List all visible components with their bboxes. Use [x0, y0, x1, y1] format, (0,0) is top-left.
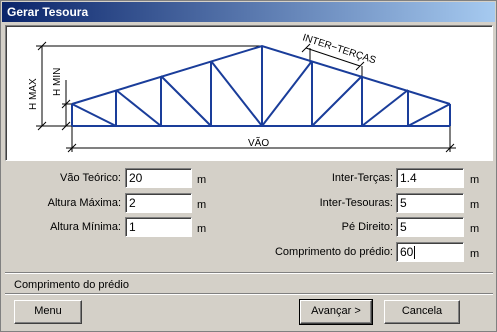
inter-tercas-unit: m	[470, 174, 480, 186]
vao-teorico-input[interactable]: 20	[125, 168, 192, 188]
separator	[5, 293, 493, 295]
altura-minima-unit: m	[197, 223, 207, 235]
label-h-max: H MAX	[28, 78, 39, 110]
vao-teorico-label: Vão Teórico:	[60, 172, 121, 184]
truss-drawing	[6, 26, 492, 160]
label-vao: VÃO	[248, 138, 270, 149]
inter-tercas-label: Inter-Terças:	[331, 172, 393, 184]
truss-members	[72, 46, 450, 126]
comprimento-predio-input[interactable]	[396, 242, 464, 262]
inter-tesouras-input[interactable]: 5	[396, 193, 464, 213]
altura-maxima-input[interactable]: 2	[125, 193, 192, 213]
label-h-min: H MIN	[52, 67, 63, 96]
separator	[5, 272, 493, 274]
comprimento-predio-label: Comprimento do prédio:	[274, 246, 393, 258]
inter-tercas-input[interactable]: 1.4	[396, 168, 464, 188]
inter-tesouras-unit: m	[470, 199, 480, 211]
avancar-button[interactable]: Avançar >	[300, 300, 372, 324]
label-inter-tercas: INTER−TERÇAS	[301, 32, 378, 67]
altura-maxima-unit: m	[197, 199, 207, 211]
window-title: Gerar Tesoura	[7, 5, 89, 19]
pe-direito-unit: m	[470, 223, 480, 235]
text-cursor	[414, 246, 415, 259]
altura-minima-label: Altura Mínima:	[50, 221, 121, 233]
pe-direito-label: Pé Direito:	[341, 221, 393, 233]
menu-button[interactable]: Menu	[14, 300, 82, 324]
altura-minima-input[interactable]: 1	[125, 217, 192, 237]
cancela-button[interactable]: Cancela	[384, 300, 460, 324]
inter-tesouras-label: Inter-Tesouras:	[319, 197, 393, 209]
dimension-lines	[36, 42, 456, 152]
comprimento-predio-value: 60	[400, 245, 414, 259]
comprimento-predio-unit: m	[470, 248, 480, 260]
altura-maxima-label: Altura Máxima:	[47, 197, 121, 209]
pe-direito-input[interactable]: 5	[396, 217, 464, 237]
status-text: Comprimento do prédio	[14, 279, 129, 291]
vao-teorico-unit: m	[197, 174, 207, 186]
title-bar[interactable]	[2, 2, 495, 22]
truss-diagram	[5, 25, 493, 161]
